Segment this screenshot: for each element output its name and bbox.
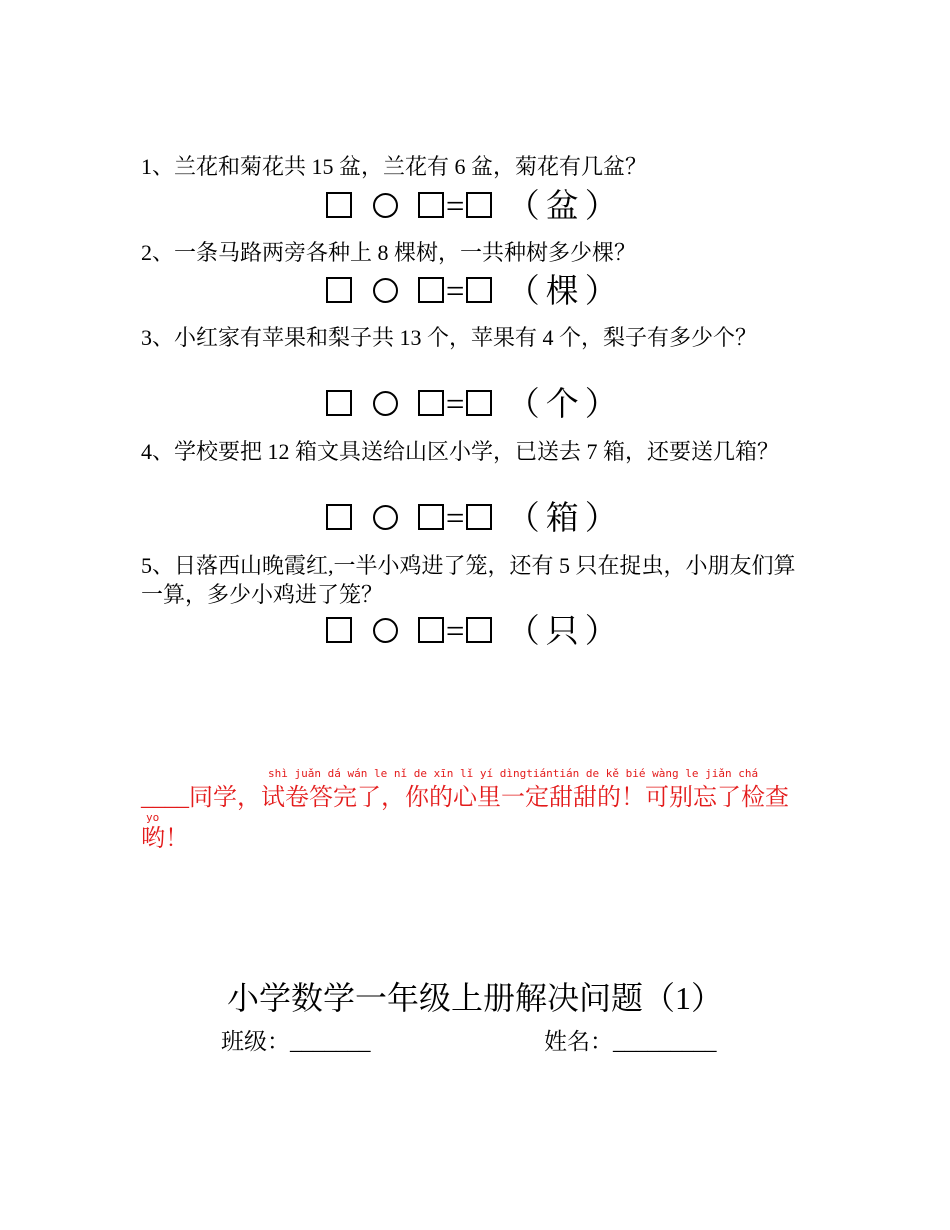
close-paren: ） <box>584 387 618 423</box>
equation-2 <box>0 272 950 312</box>
equals-sign: = <box>445 274 465 310</box>
equals-sign: = <box>445 501 465 537</box>
answer-box[interactable] <box>418 390 444 416</box>
open-paren: （ <box>506 614 540 650</box>
class-field[interactable]: 班级：_______ <box>221 1029 371 1054</box>
close-paren: ） <box>584 501 618 537</box>
answer-box[interactable] <box>466 504 492 530</box>
unit-label: 盆 <box>545 189 579 225</box>
note-pinyin-1: shì juǎn dá wán le nǐ de xīn lǐ yí dìngtiántián de kě bié wàng le jiǎn chá <box>268 767 759 780</box>
open-paren: （ <box>506 501 540 537</box>
equation-3 <box>0 385 950 425</box>
operator-circle[interactable] <box>373 505 398 530</box>
question-4: 4、学校要把 12 箱文具送给山区小学，已送去 7 箱，还要送几箱？ <box>141 439 780 464</box>
answer-box[interactable] <box>326 617 352 643</box>
operator-circle[interactable] <box>373 618 398 643</box>
question-5: 5、日落西山晚霞红,一半小鸡进了笼，还有 5 只在捉虫，小朋友们算一算，多少小鸡进了笼？ <box>141 553 796 607</box>
question-2: 2、一条马路两旁各种上 8 棵树，一共种树多少棵？ <box>141 240 637 265</box>
question-1: 1、兰花和菊花共 15 盆，兰花有 6 盆，菊花有几盆？ <box>141 154 648 179</box>
answer-box[interactable] <box>418 617 444 643</box>
answer-box[interactable] <box>326 192 352 218</box>
equals-sign: = <box>445 387 465 423</box>
unit-label: 箱 <box>545 501 579 537</box>
name-field[interactable]: 姓名：_________ <box>544 1029 717 1054</box>
answer-box[interactable] <box>466 192 492 218</box>
answer-box[interactable] <box>326 504 352 530</box>
open-paren: （ <box>506 387 540 423</box>
equals-sign: = <box>445 189 465 225</box>
note-line-1: ____同学，试卷答完了，你的心里一定甜甜的！可别忘了检查 <box>141 785 789 811</box>
unit-label: 只 <box>545 614 579 650</box>
question-3: 3、小红家有苹果和梨子共 13 个，苹果有 4 个，梨子有多少个？ <box>141 325 758 350</box>
operator-circle[interactable] <box>373 193 398 218</box>
close-paren: ） <box>584 274 618 310</box>
close-paren: ） <box>584 614 618 650</box>
answer-box[interactable] <box>466 617 492 643</box>
equation-5 <box>0 612 950 652</box>
equation-1 <box>0 187 950 227</box>
answer-box[interactable] <box>466 390 492 416</box>
operator-circle[interactable] <box>373 391 398 416</box>
unit-label: 个 <box>545 387 579 423</box>
answer-box[interactable] <box>466 277 492 303</box>
close-paren: ） <box>584 189 618 225</box>
answer-box[interactable] <box>326 277 352 303</box>
equals-sign: = <box>445 614 465 650</box>
answer-box[interactable] <box>418 504 444 530</box>
unit-label: 棵 <box>545 274 579 310</box>
answer-box[interactable] <box>326 390 352 416</box>
answer-box[interactable] <box>418 192 444 218</box>
equation-4 <box>0 499 950 539</box>
open-paren: （ <box>506 189 540 225</box>
open-paren: （ <box>506 274 540 310</box>
note-pinyin-2: yo <box>146 811 160 824</box>
page-title: 小学数学一年级上册解决问题（1） <box>226 980 723 1016</box>
operator-circle[interactable] <box>373 278 398 303</box>
answer-box[interactable] <box>418 277 444 303</box>
note-line-2: 哟！ <box>141 826 189 852</box>
